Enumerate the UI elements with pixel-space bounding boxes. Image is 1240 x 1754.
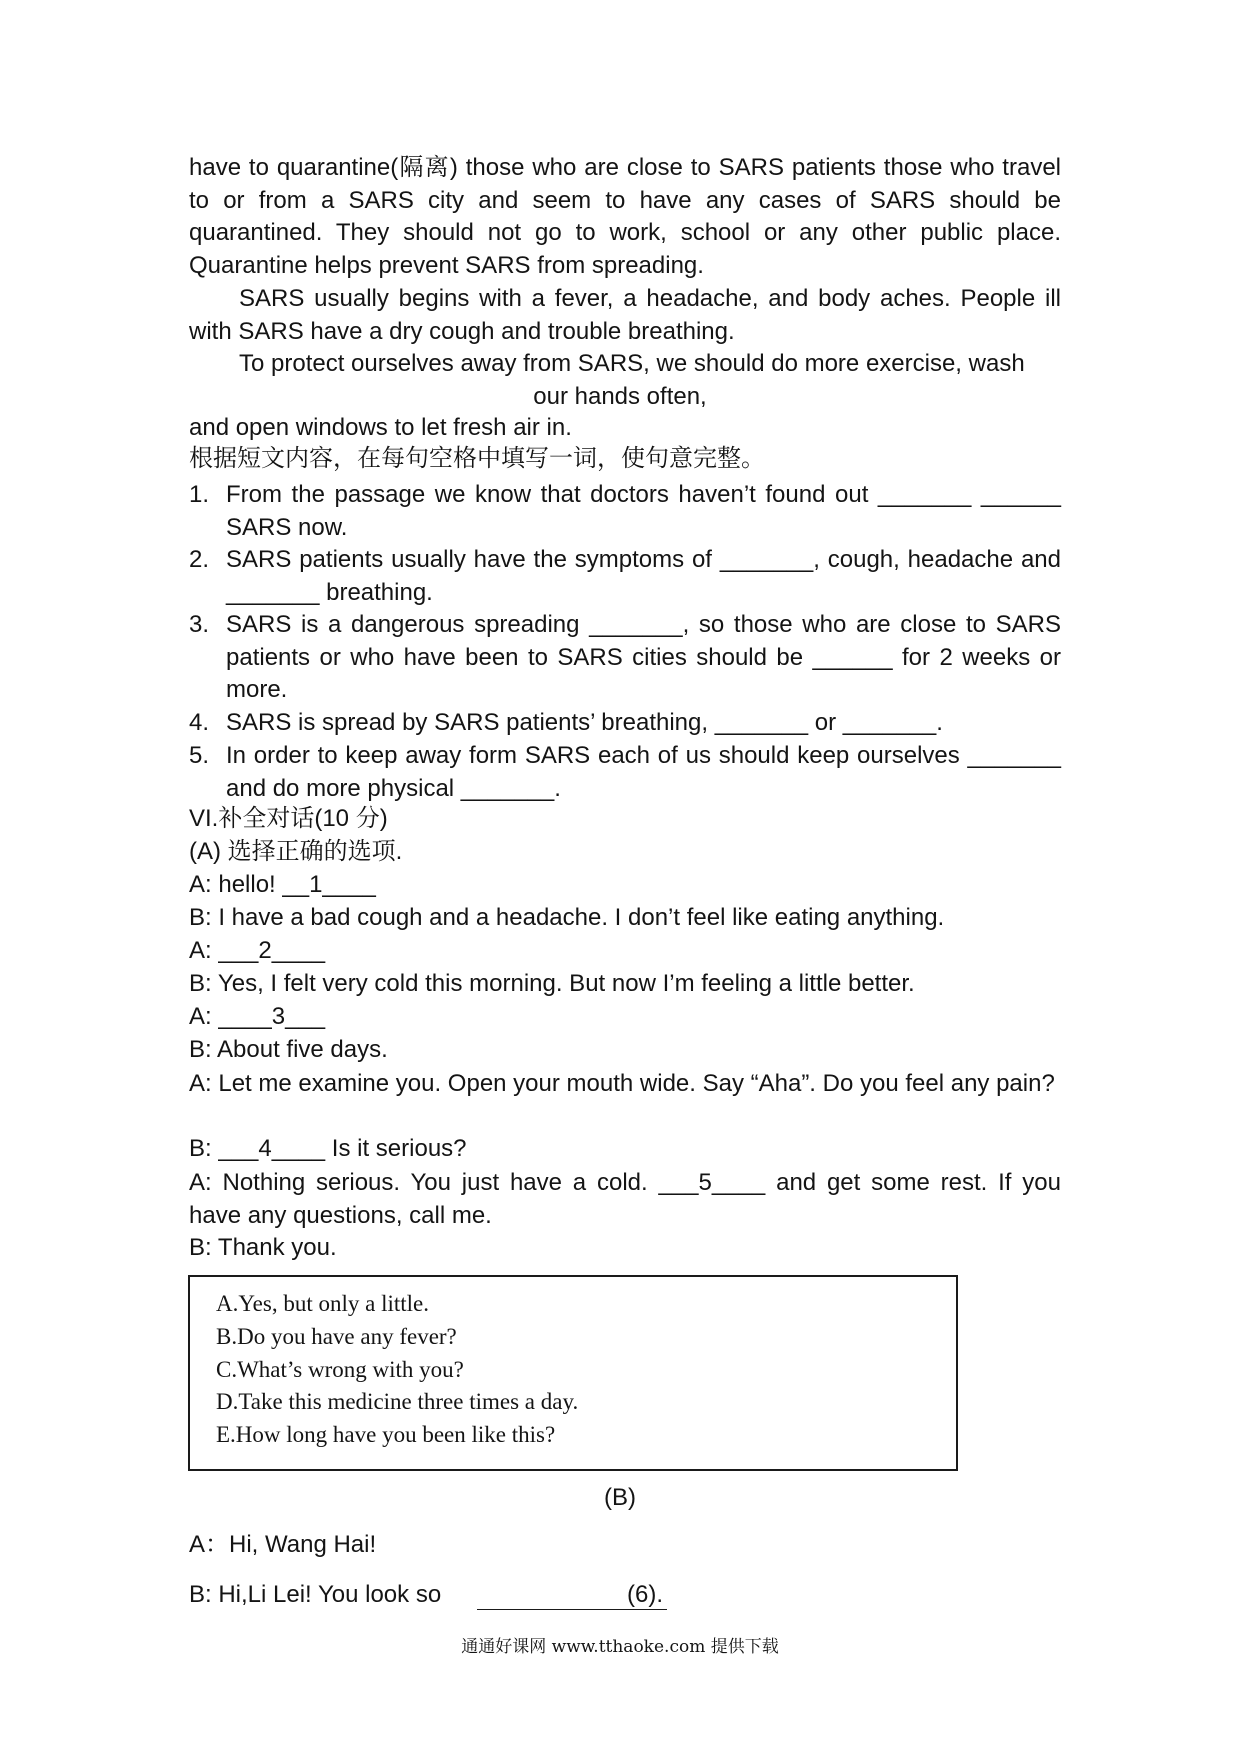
dialogue-b-line: B: Hi,Li Lei! You look so: [189, 1581, 442, 1608]
question-number: 1.: [189, 481, 210, 508]
passage-paragraph-3-end: and open windows to let fresh air in.: [189, 414, 572, 441]
question-2: [189, 544, 1061, 609]
options-box: [188, 1275, 958, 1471]
dialogue-line: A: hello! __1____: [189, 871, 376, 898]
dialogue-line: A: ____3___: [189, 1003, 326, 1030]
part-b-heading: (B): [604, 1484, 636, 1511]
dialogue-line: B: Yes, I felt very cold this morning. But now I’m feeling a little better.: [189, 970, 915, 997]
option-e: E.How long have you been like this?: [216, 1422, 556, 1447]
question-3: [189, 609, 1061, 707]
dialogue-line: A: ___2____: [189, 937, 326, 964]
dialogue-line: A: Let me examine you. Open your mouth wide. Say “Aha”. Do you feel any pain?: [189, 1070, 1055, 1097]
question-text: SARS is a dangerous spreading _______, so those who are close to SARS patients or who have been to SARS cities should be ______ for 2 weeks or more.: [226, 611, 1061, 704]
dialogue-line: B: I have a bad cough and a headache. I don’t feel like eating anything.: [189, 904, 945, 931]
fill-in-instruction: 根据短文内容，在每句空格中填写一词，使句意完整。: [189, 445, 765, 472]
blank-number: (6).: [627, 1581, 663, 1608]
question-text: SARS patients usually have the symptoms of _______, cough, headache and _______ breathing.: [226, 546, 1061, 606]
question-text: In order to keep away form SARS each of us should keep ourselves _______ and do more physical _______.: [226, 742, 1061, 802]
question-number: 2.: [189, 546, 210, 573]
dialogue-b-line: A：Hi, Wang Hai!: [189, 1531, 377, 1558]
question-number: 3.: [189, 611, 210, 638]
question-4: [189, 707, 1061, 740]
dialogue-line: B: Thank you.: [189, 1234, 337, 1261]
option-c: C.What’s wrong with you?: [216, 1357, 464, 1382]
passage-paragraph-2: SARS usually begins with a fever, a headache, and body aches. People ill with SARS have a dry cough and trouble breathing.: [189, 285, 1061, 345]
question-number: 5.: [189, 742, 210, 769]
passage-paragraph-3-centered-line: our hands often,: [533, 383, 707, 410]
passage-paragraph-1: have to quarantine(隔离) those who are close to SARS patients those who travel to or from a SARS city and seem to have any cases of SARS should be quarantined. They should not go to work, school or any other public place. Quarantine helps prevent SARS from spreading.: [189, 154, 1061, 279]
question-number: 4.: [189, 709, 210, 736]
footer-download-note: 通通好课网 www.tthaoke.com 提供下载: [461, 1637, 779, 1657]
passage-paragraph-3: To protect ourselves away from SARS, we should do more exercise, wash: [239, 350, 1025, 377]
option-d: D.Take this medicine three times a day.: [216, 1389, 579, 1414]
dialogue-line: A: Nothing serious. You just have a cold. ___5____ and get some rest. If you have any questions, call me.: [189, 1169, 1061, 1229]
dialogue-line: B: ___4____ Is it serious?: [189, 1135, 467, 1162]
question-text: From the passage we know that doctors haven’t found out _______ ______ SARS now.: [226, 481, 1061, 541]
option-a: A.Yes, but only a little.: [216, 1291, 429, 1316]
dialogue-line: B: About five days.: [189, 1036, 388, 1063]
question-1: [189, 479, 1061, 544]
option-b: B.Do you have any fever?: [216, 1324, 457, 1349]
question-5: [189, 740, 1061, 805]
section-vi-title: VI.补全对话(10 分): [189, 805, 388, 832]
part-a-heading: (A) 选择正确的选项.: [189, 838, 403, 865]
question-text: SARS is spread by SARS patients’ breathing, _______ or _______.: [226, 709, 943, 736]
